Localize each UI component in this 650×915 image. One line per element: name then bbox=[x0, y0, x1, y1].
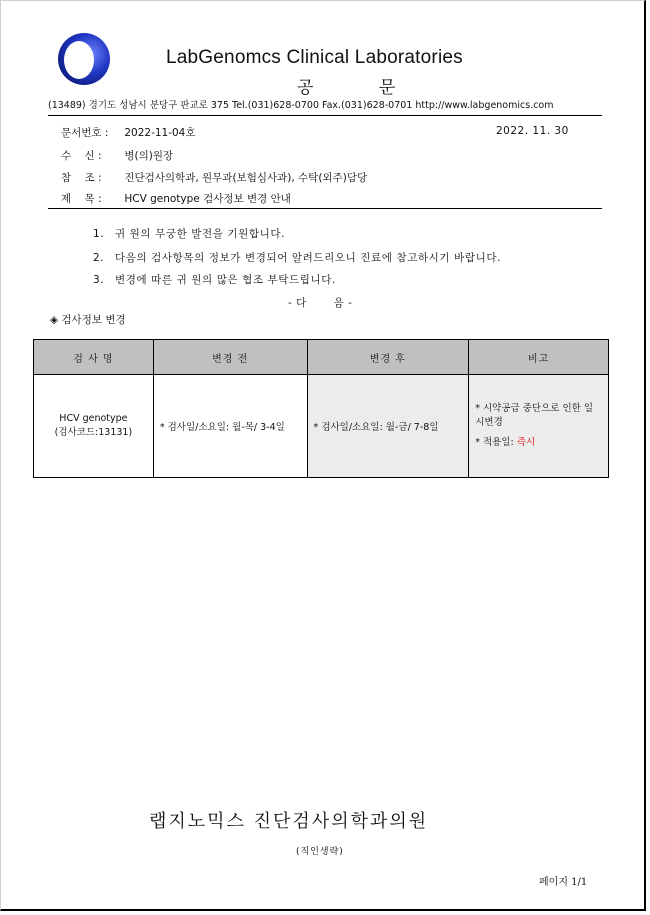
paragraph-1 bbox=[93, 226, 285, 241]
paragraph-text: 귀 원의 무궁한 발전을 기원합니다. bbox=[115, 228, 286, 240]
paragraph-2 bbox=[93, 250, 501, 265]
before-cell: * 검사일/소요일: 월-목/ 3-4일 bbox=[153, 375, 307, 478]
recipient-label: 수 신 : bbox=[61, 150, 102, 162]
meta-rule bbox=[48, 208, 602, 209]
org-name: LabGenomcs Clinical Laboratories bbox=[166, 47, 463, 68]
change-info-table bbox=[33, 339, 609, 478]
cc: 진단검사의학과, 원무과(보험심사과), 수탁(외주)담당 bbox=[124, 172, 368, 184]
page-number: 페이지 1/1 bbox=[539, 877, 588, 888]
header-rule bbox=[48, 115, 602, 116]
section-title: ◈ 검사정보 변경 bbox=[50, 314, 126, 326]
col-header-before: 변경 전 bbox=[153, 340, 307, 375]
cc-label: 참 조 : bbox=[61, 172, 102, 184]
da-eum-heading: - 다 음 - bbox=[288, 297, 353, 309]
col-header-test-name: 검 사 명 bbox=[34, 340, 154, 375]
lab-logo-icon bbox=[56, 31, 112, 87]
note-effective-label: * 적용일: bbox=[475, 437, 517, 449]
test-name: HCV genotype bbox=[59, 412, 128, 424]
note-reason: * 시약공급 중단으로 인한 일시변경 bbox=[475, 402, 594, 428]
doc-number-row bbox=[61, 125, 196, 140]
paragraph-num: 1. bbox=[93, 228, 105, 240]
test-code: (검사코드:13131) bbox=[54, 427, 133, 438]
col-header-after: 변경 후 bbox=[307, 340, 469, 375]
note-effective-date bbox=[475, 436, 608, 450]
subject-label: 제 목 : bbox=[61, 193, 102, 205]
col-header-note: 비고 bbox=[469, 340, 609, 375]
doc-date: 2022. 11. 30 bbox=[496, 125, 569, 137]
paragraph-num: 3. bbox=[93, 274, 105, 286]
test-name-cell bbox=[34, 375, 154, 478]
subject-row bbox=[61, 191, 291, 206]
recipient-row bbox=[61, 148, 173, 163]
paragraph-3 bbox=[93, 272, 336, 287]
cc-row bbox=[61, 170, 367, 185]
doc-number-label: 문서번호 : bbox=[61, 127, 109, 139]
signature: 랩지노믹스 진단검사의학과의원 bbox=[149, 811, 429, 832]
note-cell bbox=[469, 375, 609, 478]
paragraph-num: 2. bbox=[93, 252, 105, 264]
address-line: (13489) 경기도 성남시 분당구 판교로 375 Tel.(031)628-0700 Fax.(031)628-0701 http://www.labgenomics.com bbox=[48, 100, 554, 111]
recipient: 병(의)원장 bbox=[124, 150, 174, 162]
note-effective-value: 즉시 bbox=[516, 437, 536, 449]
document-type-title: 공 문 bbox=[297, 78, 426, 98]
after-cell: * 검사일/소요일: 월-금/ 7-8일 bbox=[307, 375, 469, 478]
paragraph-text: 변경에 따른 귀 원의 많은 협조 부탁드립니다. bbox=[115, 274, 336, 286]
paragraph-text: 다음의 검사항목의 정보가 변경되어 알려드리오니 진료에 참고하시기 바랍니다. bbox=[115, 252, 502, 264]
subject: HCV genotype 검사정보 변경 안내 bbox=[124, 193, 291, 205]
table-header-row bbox=[34, 340, 609, 375]
table-row bbox=[34, 375, 609, 478]
seal-note: (직인생략) bbox=[296, 847, 344, 857]
doc-number: 2022-11-04호 bbox=[124, 127, 196, 139]
